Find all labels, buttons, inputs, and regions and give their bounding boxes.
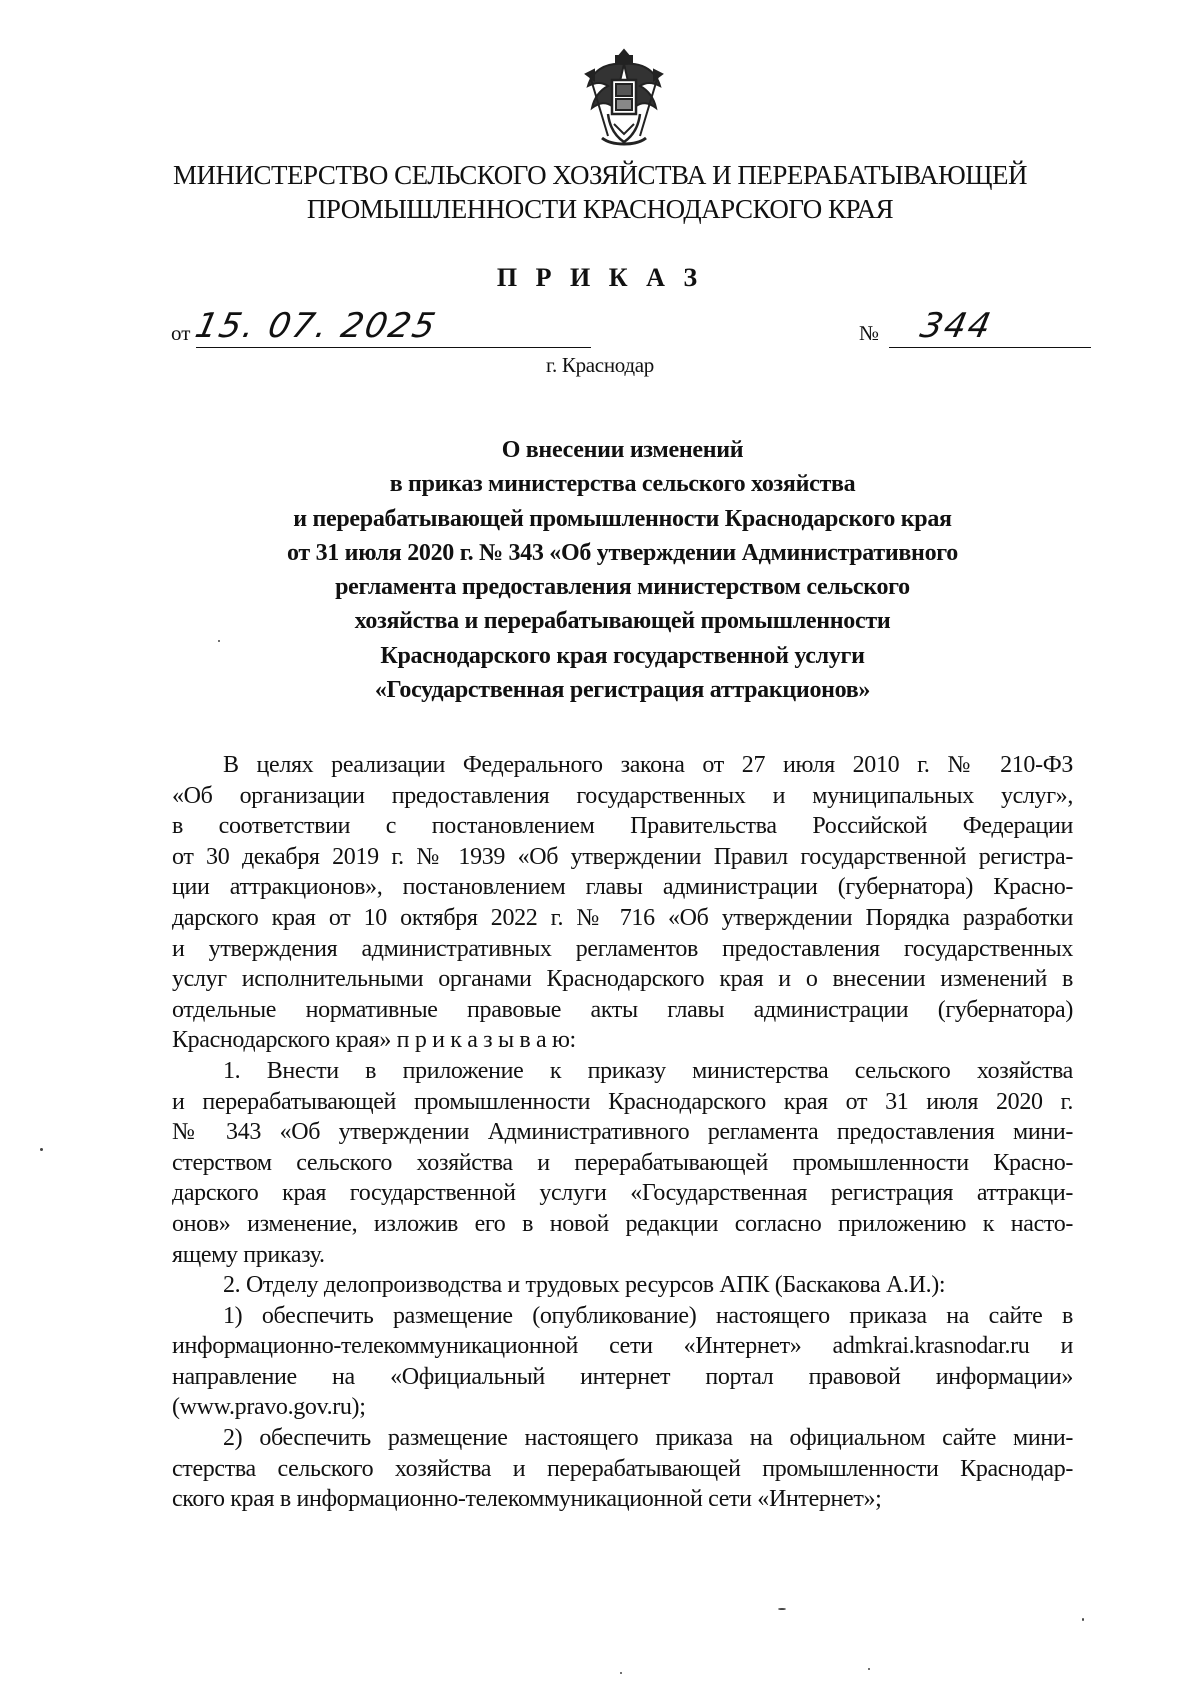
heading-line: от 31 июля 2020 г. № 343 «Об утверждении Административного: [287, 539, 958, 566]
body-line: 2. Отделу делопроизводства и трудовых ресурсов АПК (Баскакова А.И.):: [223, 1272, 946, 1299]
scan-speck: [218, 640, 220, 642]
body-line: В целях реализации Федерального закона от 27 июля 2010 г. № 210-ФЗ: [223, 752, 1073, 778]
ministry-name: [120, 158, 1080, 226]
date-number-row: [171, 308, 1091, 348]
body-line: направление на «Официальный интернет портал правовой информации»: [172, 1363, 1073, 1390]
body-line: услуг исполнительными органами Краснодарского края и о внесении изменений в: [172, 966, 1073, 993]
ministry-line-2: ПРОМЫШЛЕННОСТИ КРАСНОДАРСКОГО КРАЯ: [306, 194, 894, 224]
body-line: отдельные нормативные правовые акты главы администрации (губернатора): [172, 996, 1073, 1023]
body-line: ского края в информационно-телекоммуникационной сети «Интернет»;: [172, 1486, 882, 1513]
scan-speck: [620, 1672, 622, 1674]
body-line: ящему приказу.: [172, 1241, 325, 1268]
date-prefix: от: [171, 321, 191, 345]
body-line: 1. Внести в приложение к приказу министерства сельского хозяйства: [223, 1057, 1073, 1084]
number-prefix: №: [859, 321, 880, 345]
body-line: дарского края от 10 октября 2022 г. № 716 «Об утверждении Порядка разработки: [172, 904, 1073, 931]
number-value: 344: [916, 306, 997, 346]
document-body: [172, 750, 1073, 1515]
ministry-line-1: МИНИСТЕРСТВО СЕЛЬСКОГО ХОЗЯЙСТВА И ПЕРЕРАБАТЫВАЮЩЕЙ: [172, 160, 1028, 190]
body-line: в соответствии с постановлением Правительства Российской Федерации: [172, 813, 1073, 840]
scan-speck: [40, 1148, 43, 1151]
heading-line: Краснодарского края государственной услуги: [380, 642, 865, 669]
body-line: «Об организации предоставления государственных и муниципальных услуг»,: [172, 782, 1073, 809]
body-line: и утверждения административных регламентов предоставления государственных: [172, 935, 1073, 962]
heading-line: хозяйства и перерабатывающей промышленности: [354, 608, 891, 635]
body-line: дарского края государственной услуги «Государственная регистрация аттракци-: [172, 1180, 1073, 1207]
heading-line: «Государственная регистрация аттракционов»: [374, 677, 871, 704]
body-line: информационно-телекоммуникационной сети «Интернет» admkrai.krasnodar.ru и: [172, 1333, 1073, 1360]
document-heading: [175, 433, 1070, 707]
document-type: П Р И К А З: [496, 263, 704, 292]
body-line: онов» изменение, изложив его в новой редакции согласно приложению к насто-: [172, 1210, 1073, 1237]
coat-of-arms-icon: [578, 46, 670, 150]
heading-line: и перерабатывающей промышленности Краснодарского края: [293, 505, 952, 532]
body-line: от 30 декабря 2019 г. № 1939 «Об утверждении Правил государственной регистра-: [172, 843, 1073, 870]
scan-speck: [1082, 1618, 1084, 1621]
scan-speck: [868, 1668, 870, 1670]
body-line: и перерабатывающей промышленности Краснодарского края от 31 июля 2020 г.: [172, 1088, 1073, 1115]
date-value: 15. 07. 2025: [191, 306, 441, 346]
body-line: ции аттракционов», постановлением главы администрации (губернатора) Красно-: [172, 874, 1073, 901]
heading-line: в приказ министерства сельского хозяйства: [389, 471, 856, 498]
heading-line: регламента предоставления министерством сельского: [335, 574, 910, 601]
body-line: (www.pravo.gov.ru);: [172, 1394, 366, 1421]
body-line: Краснодарского края» п р и к а з ы в а ю:: [172, 1027, 576, 1054]
scan-speck: [778, 1608, 786, 1610]
body-line: стерства сельского хозяйства и перерабатывающей промышленности Краснодар-: [172, 1455, 1073, 1482]
body-line: 1) обеспечить размещение (опубликование) настоящего приказа на сайте в: [223, 1302, 1073, 1329]
city: г. Краснодар: [546, 353, 654, 377]
body-line: 2) обеспечить размещение настоящего приказа на официальном сайте мини-: [223, 1425, 1073, 1452]
heading-line: О внесении изменений: [501, 437, 744, 463]
body-line: стерством сельского хозяйства и перерабатывающей промышленности Красно-: [172, 1149, 1073, 1176]
body-line: № 343 «Об утверждении Административного регламента предоставления мини-: [172, 1119, 1073, 1146]
